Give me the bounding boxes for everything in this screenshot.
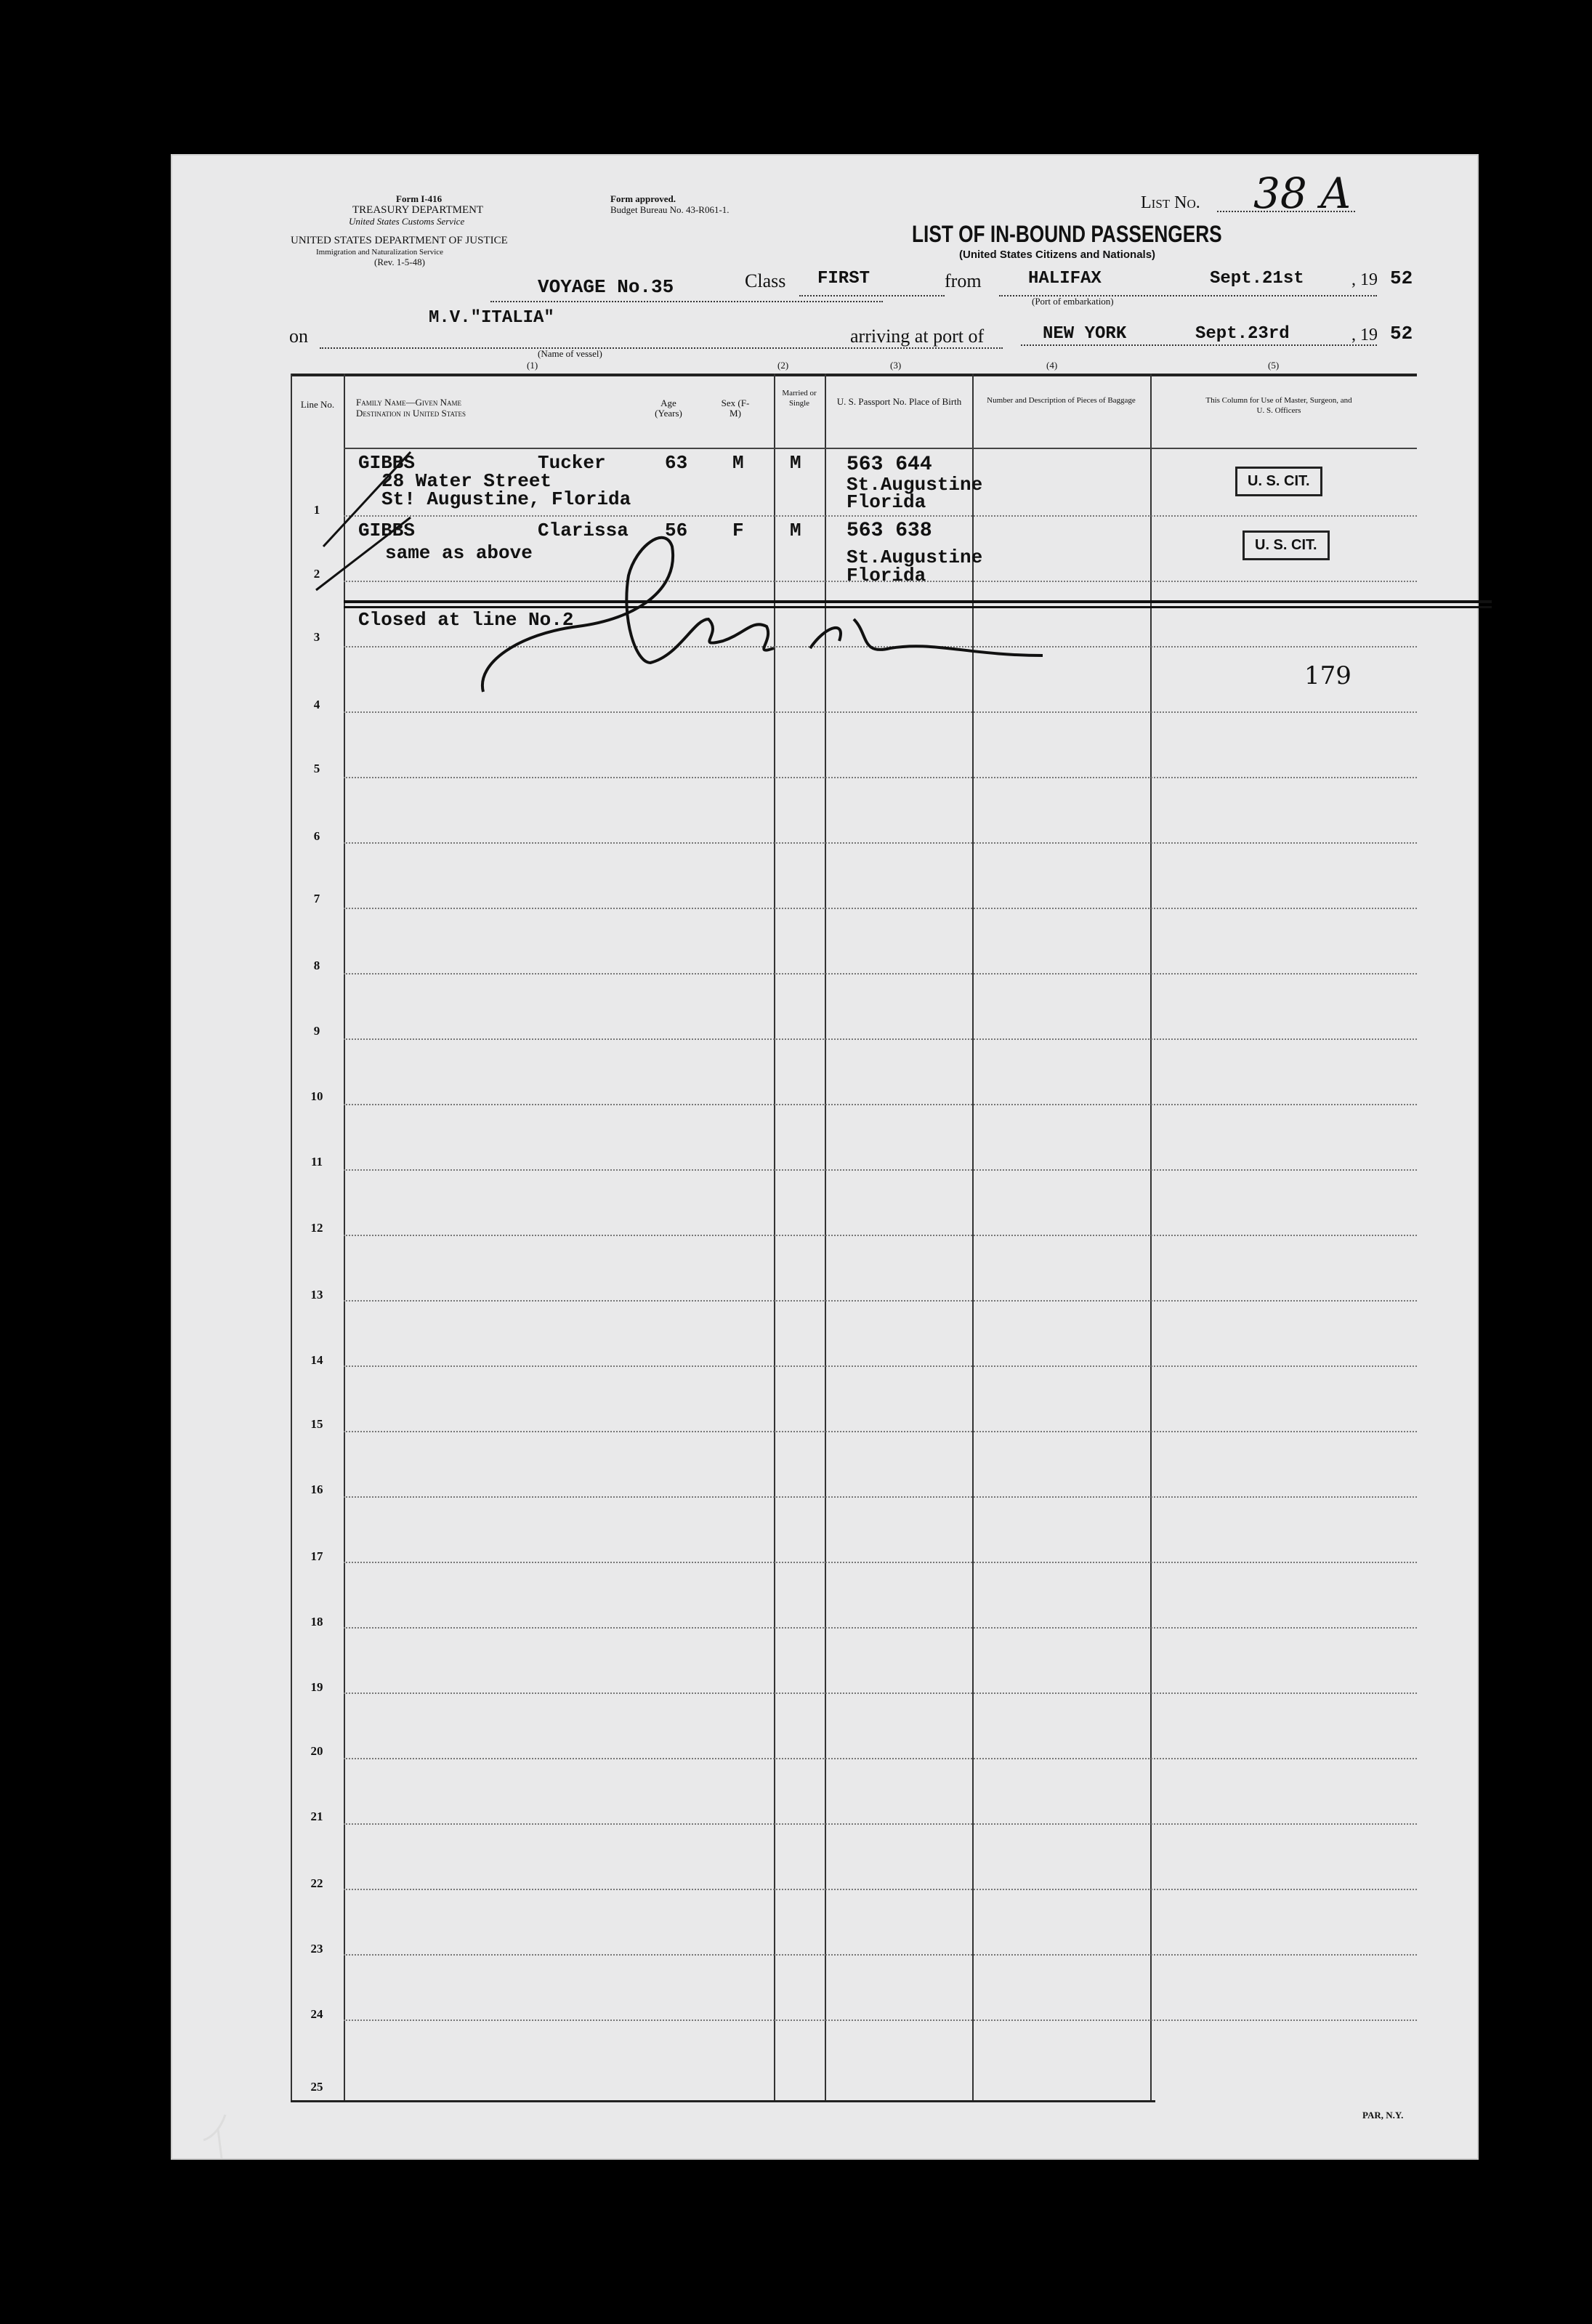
margin-mark (196, 2107, 254, 2166)
form-page (171, 154, 1479, 2160)
line-number: 6 (313, 829, 320, 843)
passenger-2-address1: same as above (385, 542, 533, 564)
line-number: 14 (310, 1353, 323, 1367)
vessel-caption: (Name of vessel) (538, 348, 602, 359)
passenger-1-given: Tucker (538, 452, 606, 474)
closed-at-line: Closed at line No.2 (358, 609, 574, 631)
voyage-number: VOYAGE No.35 (538, 276, 674, 298)
form-subtitle: (United States Citizens and Nationals) (959, 249, 1156, 261)
port-embarkation: HALIFAX (1028, 269, 1102, 289)
line-number: 22 (310, 1876, 323, 1890)
printer-mark: PAR, N.Y. (1362, 2110, 1404, 2121)
list-number: 38 A (1253, 169, 1351, 218)
line-number: 25 (310, 2080, 323, 2094)
line-number: 2 (313, 567, 320, 581)
strike-marks (171, 154, 1479, 808)
line-number: 7 (313, 892, 320, 905)
on-label: on (289, 326, 308, 347)
table-bottom-border (291, 2100, 1155, 2102)
passenger-1-age: 63 (665, 452, 688, 474)
line-number: 16 (310, 1482, 323, 1496)
line-number: 23 (310, 1942, 323, 1956)
passenger-2-birth1: St.Augustine (846, 546, 983, 568)
line-number: 1 (313, 503, 320, 517)
line-number: 18 (310, 1615, 323, 1629)
line-number: 15 (310, 1417, 323, 1431)
header-destination: Destination in United States (356, 408, 466, 419)
col-number-1: (1) (527, 360, 538, 371)
header-baggage: Number and Description of Pieces of Baggage (987, 396, 1136, 405)
passenger-1-marital: M (790, 452, 801, 474)
list-label: List No. (1141, 193, 1200, 212)
passenger-2-birth2: Florida (846, 565, 926, 586)
passenger-1-sex: M (732, 452, 744, 474)
from-label: from (945, 270, 982, 291)
line-number: 19 (310, 1680, 323, 1694)
passenger-1-address2: St! Augustine, Florida (381, 488, 631, 510)
line-number: 21 (310, 1809, 323, 1823)
arriving-label: arriving at port of (850, 326, 985, 347)
depart-date: Sept.21st (1210, 269, 1304, 289)
arrive-year-prefix: , 19 (1351, 326, 1378, 344)
vessel-name: M.V."ITALIA" (429, 308, 554, 328)
col-number-3: (3) (890, 360, 902, 371)
col-number-5: (5) (1268, 360, 1280, 371)
col-number-4: (4) (1046, 360, 1058, 371)
passenger-2-age: 56 (665, 520, 688, 541)
passenger-1-birth1: St.Augustine (846, 474, 983, 496)
revision: (Rev. 1-5-48) (374, 257, 425, 267)
line-number: 3 (313, 630, 320, 644)
passenger-1-passport: 563 644 (846, 453, 932, 476)
passenger-2-marital: M (790, 520, 801, 541)
form-approved: Form approved. (610, 193, 676, 204)
line-number: 13 (310, 1288, 323, 1302)
budget-bureau: Budget Bureau No. 43-R061-1. (610, 204, 730, 215)
passenger-1-citizen-stamp: U. S. CIT. (1235, 467, 1322, 496)
treasury-dept: TREASURY DEPARTMENT (352, 204, 484, 216)
arrival-port: NEW YORK (1043, 324, 1127, 344)
passenger-2-passport: 563 638 (846, 520, 932, 542)
passenger-1-family: GIBBS (358, 452, 416, 474)
ins-service: Immigration and Naturalization Service (316, 248, 444, 257)
col-number-2: (2) (777, 360, 789, 371)
arrive-year: 52 (1390, 323, 1413, 344)
line-number: 8 (313, 959, 320, 972)
line-number: 17 (310, 1549, 323, 1563)
passenger-1-address1: 28 Water Street (381, 470, 552, 492)
customs-service: United States Customs Service (349, 216, 465, 227)
form-title: LIST OF IN-BOUND PASSENGERS (912, 221, 1222, 247)
header-name: Family Name—Given Name (356, 397, 461, 408)
header-line-no: Line No. (300, 399, 335, 410)
line-number: 10 (310, 1089, 323, 1103)
line-number: 12 (310, 1221, 323, 1235)
line-number: 11 (310, 1155, 323, 1169)
depart-year: 52 (1390, 267, 1413, 289)
passenger-1-birth2: Florida (846, 491, 926, 513)
justice-dept: UNITED STATES DEPARTMENT OF JUSTICE (291, 235, 508, 246)
form-number: Form I-416 (396, 193, 443, 204)
line-number: 20 (310, 1744, 323, 1758)
arrival-date: Sept.23rd (1195, 324, 1290, 344)
depart-year-prefix: , 19 (1351, 270, 1378, 289)
header-officers: This Column for Use of Master, Surgeon, and U. S. Officers (1205, 396, 1352, 415)
passenger-2-given: Clarissa (538, 520, 629, 541)
line-number: 4 (313, 698, 320, 711)
header-married: Married or Single (782, 389, 817, 408)
line-number: 24 (310, 2007, 323, 2021)
line-number: 9 (313, 1024, 320, 1038)
header-sex: Sex (F-M) (721, 398, 750, 419)
header-age: Age (Years) (655, 398, 682, 419)
class-label: Class (745, 270, 786, 291)
line-number: 5 (313, 762, 320, 775)
side-number: 179 (1304, 661, 1351, 690)
port-embark-caption: (Port of embarkation) (1032, 296, 1114, 307)
class-value: FIRST (817, 269, 870, 289)
passenger-2-sex: F (732, 520, 744, 541)
passenger-2-family: GIBBS (358, 520, 416, 541)
passenger-2-citizen-stamp: U. S. CIT. (1243, 530, 1330, 560)
header-passport: U. S. Passport No. Place of Birth (836, 396, 962, 407)
